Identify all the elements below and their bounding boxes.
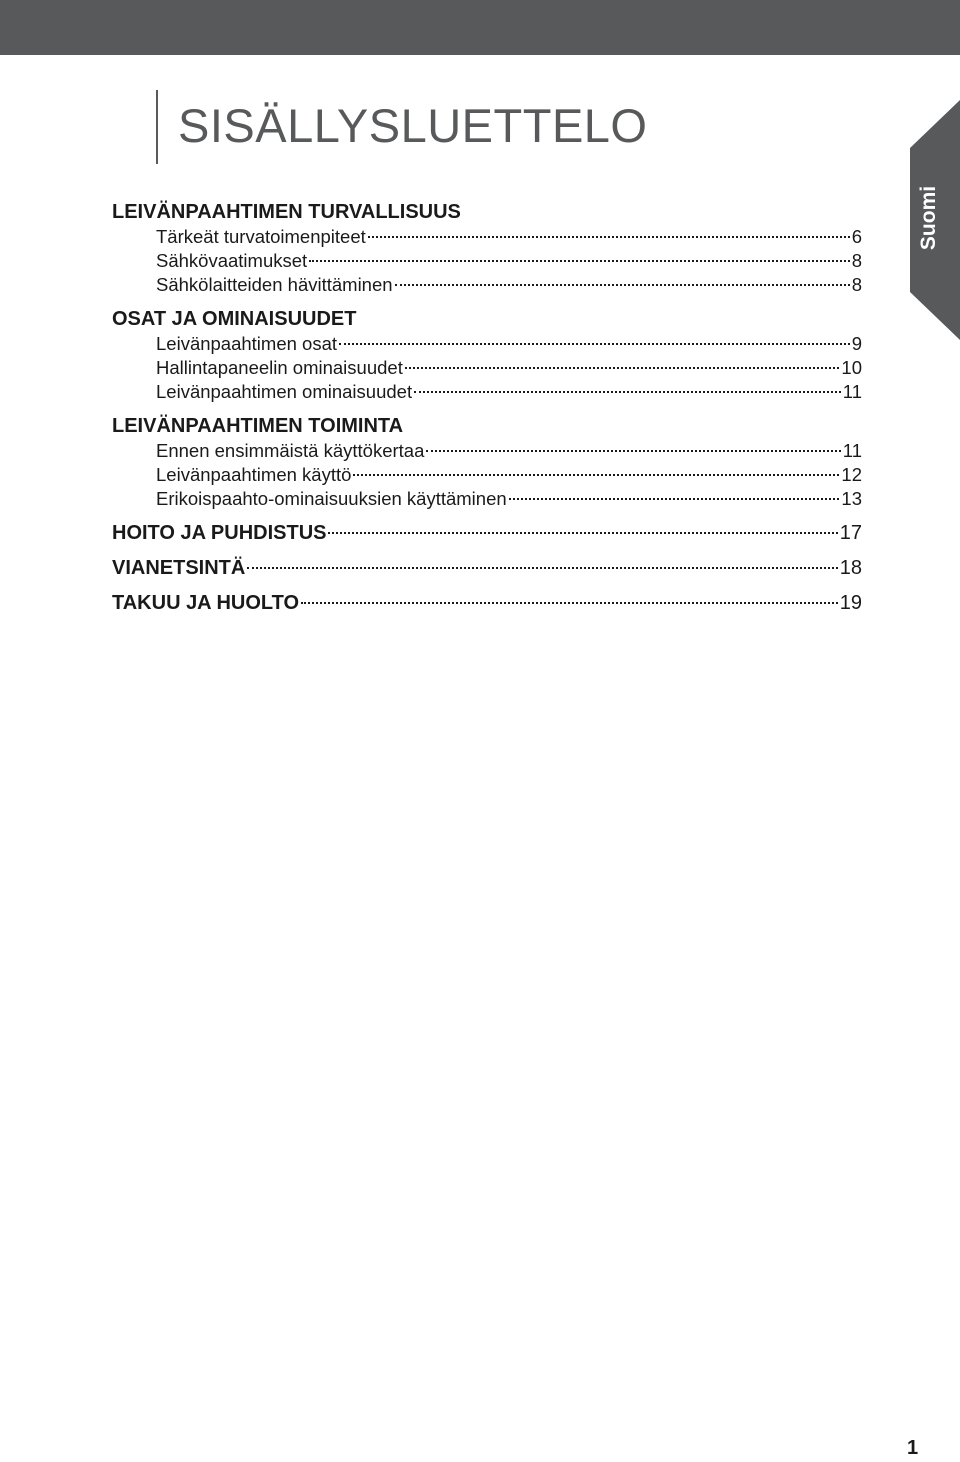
toc-entry[interactable]: [112, 356, 862, 380]
table-of-contents: [112, 199, 862, 616]
page-number: 1: [907, 1437, 919, 1459]
toc-leader-dots: [426, 450, 840, 452]
toc-entry-label: Hallintapaneelin ominaisuudet: [156, 357, 403, 378]
toc-leader-dots: [247, 567, 837, 569]
toc-major-entry[interactable]: [112, 555, 862, 581]
toc-major-entry[interactable]: [112, 590, 862, 616]
toc-leader-dots: [368, 236, 850, 238]
page-title: SISÄLLYSLUETTELO: [178, 99, 648, 152]
toc-leader-dots: [509, 498, 840, 500]
toc-entry[interactable]: [112, 225, 862, 249]
toc-entry[interactable]: [112, 273, 862, 297]
toc-entry-page: 8: [851, 250, 862, 271]
toc-leader-dots: [328, 532, 837, 534]
language-tab-label: Suomi: [917, 185, 940, 251]
toc-entry[interactable]: [112, 380, 862, 404]
toc-entry-page: 9: [851, 333, 862, 354]
toc-entry-label: Sähkölaitteiden hävittäminen: [156, 274, 393, 295]
toc-section-heading: OSAT JA OMINAISUUDET: [112, 308, 357, 330]
toc-leader-dots: [395, 284, 850, 286]
toc-entry[interactable]: [112, 332, 862, 356]
toc-entry-label: Ennen ensimmäistä käyttökertaa: [156, 440, 425, 461]
toc-leader-dots: [339, 343, 850, 345]
toc-section-heading: LEIVÄNPAAHTIMEN TOIMINTA: [112, 415, 404, 437]
toc-major-entry-label: VIANETSINTÄ: [112, 557, 246, 579]
toc-entry[interactable]: [112, 439, 862, 463]
toc-section-heading: LEIVÄNPAAHTIMEN TURVALLISUUS: [112, 201, 461, 223]
toc-leader-dots: [353, 474, 839, 476]
toc-entry-label: Tärkeät turvatoimenpiteet: [156, 226, 366, 247]
toc-entry-page: 10: [841, 357, 862, 378]
toc-entry[interactable]: [112, 463, 862, 487]
toc-major-entry-page: 19: [839, 592, 862, 614]
title-rule: [156, 90, 158, 164]
toc-entry-page: 11: [842, 440, 862, 461]
toc-entry-label: Leivänpaahtimen käyttö: [156, 464, 352, 485]
toc-entry-label: Sähkövaatimukset: [156, 250, 308, 271]
toc-major-entry-page: 18: [839, 557, 862, 579]
toc-entry[interactable]: [112, 249, 862, 273]
toc-major-entry-label: TAKUU JA HUOLTO: [112, 592, 300, 614]
toc-major-entry[interactable]: [112, 520, 862, 546]
toc-entry-label: Leivänpaahtimen ominaisuudet: [156, 381, 413, 402]
toc-entry-page: 11: [842, 381, 862, 402]
toc-leader-dots: [301, 602, 838, 604]
toc-entry-page: 13: [841, 488, 862, 509]
toc-leader-dots: [405, 367, 840, 369]
toc-entry-page: 8: [851, 274, 862, 295]
header-bar: [0, 0, 960, 55]
toc-major-entry-label: HOITO JA PUHDISTUS: [112, 522, 327, 544]
toc-entry-label: Erikoispaahto-ominaisuuksien käyttäminen: [156, 488, 507, 509]
toc-leader-dots: [414, 391, 841, 393]
toc-entry[interactable]: [112, 487, 862, 511]
toc-major-entry-page: 17: [839, 522, 862, 544]
toc-leader-dots: [309, 260, 850, 262]
toc-entry-label: Leivänpaahtimen osat: [156, 333, 338, 354]
toc-entry-page: 12: [841, 464, 862, 485]
toc-entry-page: 6: [851, 226, 862, 247]
